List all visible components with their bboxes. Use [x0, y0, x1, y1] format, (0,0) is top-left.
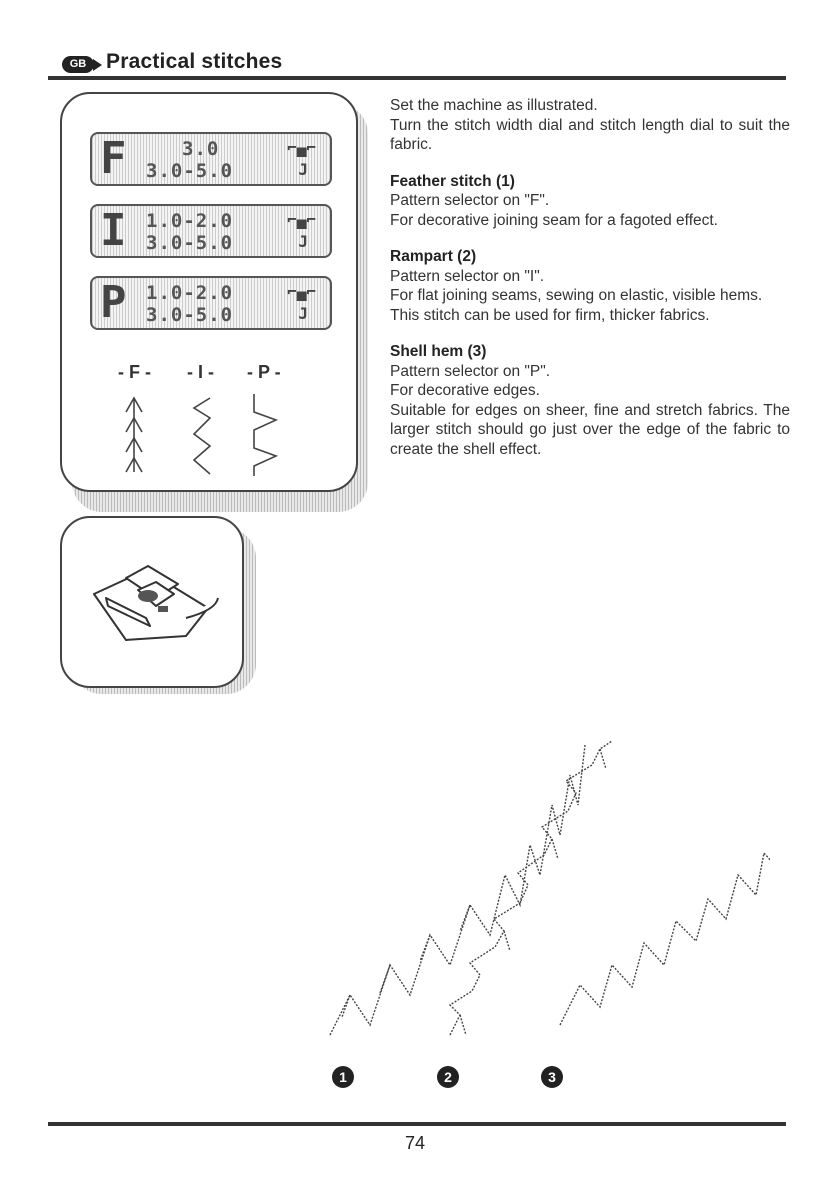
feather-stitch-icon — [126, 398, 142, 472]
shell-hem-stitch-icon — [254, 394, 276, 476]
stitch-label-i: - I - — [187, 362, 214, 382]
section-heading-rampart: Rampart (2) — [390, 248, 477, 265]
lcd-width-value: 1.0-2.0 — [146, 282, 234, 304]
section-line: For decorative edges. — [390, 382, 540, 399]
stitch-label-f: - F - — [118, 362, 151, 382]
machine-settings-panel — [60, 92, 358, 492]
stitch-samples-illustration — [320, 735, 770, 1055]
language-badge: GB — [62, 56, 94, 73]
lcd-length-value: 3.0-5.0 — [146, 232, 234, 254]
header-rule — [48, 76, 786, 80]
section-line: For flat joining seams, sewing on elastic, visible hems. — [390, 287, 763, 304]
lcd-length-value: 3.0-5.0 — [146, 304, 234, 326]
stitch-sample-number-3: 3 — [541, 1066, 563, 1088]
lcd-length-value: 3.0-5.0 — [146, 160, 234, 182]
language-badge-arrow — [93, 59, 102, 71]
lcd-display-feather — [90, 132, 332, 186]
lcd-foot-symbol-icon: J — [298, 304, 308, 323]
footer-rule — [48, 1122, 786, 1126]
intro-line: Set the machine as illustrated. — [390, 97, 598, 114]
section-line: For decorative joining seam for a fagoted effect. — [390, 211, 718, 229]
presser-foot-icon — [86, 548, 226, 658]
lcd-pattern-letter: P — [100, 277, 127, 328]
instructions-text — [390, 96, 790, 459]
section-heading-shell: Shell hem (3) — [390, 343, 487, 360]
shell-hem-sample — [560, 755, 770, 1025]
lcd-pattern-letter: F — [100, 133, 127, 184]
lcd-stitch-symbol-icon: ⌐▄⌐ — [287, 210, 316, 229]
section-line: Pattern selector on "I". — [390, 267, 545, 285]
page-title: Practical stitches — [106, 50, 283, 73]
stitch-sample-number-2: 2 — [437, 1066, 459, 1088]
section-line: Pattern selector on "P". — [390, 362, 551, 380]
lcd-display-rampart — [90, 204, 332, 258]
stitch-pattern-icons — [122, 390, 322, 480]
intro-line: Turn the stitch width dial and stitch length dial to suit the fabric. — [390, 116, 790, 153]
lcd-display-shell — [90, 276, 332, 330]
presser-foot-panel — [60, 516, 244, 688]
stitch-label-p: - P - — [247, 362, 281, 382]
lcd-foot-symbol-icon: J — [298, 232, 308, 251]
feather-stitch-sample — [330, 745, 585, 1035]
lcd-stitch-symbol-icon: ⌐▄⌐ — [287, 138, 316, 157]
section-line: Pattern selector on "F". — [390, 192, 550, 209]
rampart-stitch-sample — [450, 741, 612, 1035]
stitch-sample-number-1: 1 — [332, 1066, 354, 1088]
section-heading-feather: Feather stitch (1) — [390, 172, 515, 190]
section-line: Suitable for edges on sheer, fine and stretch fabrics. The larger stitch should go just over the edge of the fabric to create the shell effect. — [390, 401, 790, 458]
lcd-foot-symbol-icon: J — [298, 160, 308, 179]
lcd-pattern-letter: I — [100, 205, 127, 256]
lcd-width-value: 3.0 — [182, 138, 220, 160]
lcd-width-value: 1.0-2.0 — [146, 210, 234, 232]
rampart-stitch-icon — [194, 398, 210, 474]
page-number: 74 — [404, 1133, 426, 1153]
section-line: This stitch can be used for firm, thicker fabrics. — [390, 306, 710, 324]
lcd-stitch-symbol-icon: ⌐▄⌐ — [287, 282, 316, 301]
